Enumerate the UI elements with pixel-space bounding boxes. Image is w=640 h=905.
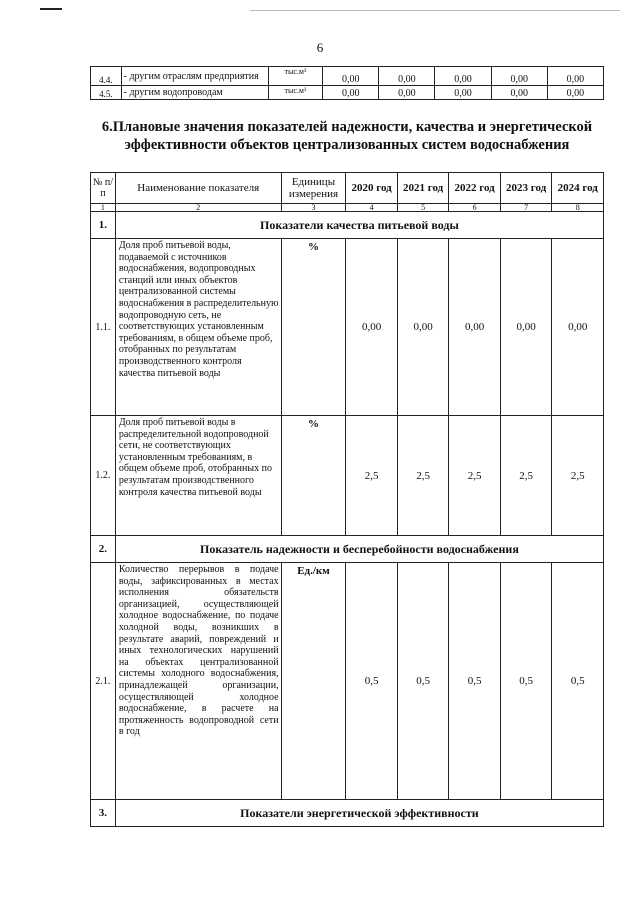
column-index: 2 [115,204,281,212]
row-value: 0,00 [346,239,398,416]
header-year: 2023 год [500,173,552,204]
top-rule-left [40,8,62,10]
section-title: Показатель надежности и бесперебойности водоснабжения [115,536,603,563]
row-value: 2,5 [449,416,501,536]
row-value: 0,00 [547,67,603,86]
row-value: 0,00 [323,67,379,86]
section-row [91,800,604,827]
row-unit: % [281,239,346,416]
row-number: 1.1. [91,239,116,416]
row-value: 0,00 [547,86,603,100]
header-unit: Единицы измерения [281,173,346,204]
table-row [91,86,604,100]
row-number: 4.4. [91,67,122,86]
header-year: 2024 год [552,173,604,204]
indicators-table [90,172,604,827]
header-year: 2022 год [449,173,501,204]
row-value: 0,5 [552,563,604,800]
row-unit: тыс.м³ [268,67,322,86]
row-unit: Ед./км [281,563,346,800]
column-index: 8 [552,204,604,212]
row-value: 0,00 [500,239,552,416]
row-value: 2,5 [346,416,398,536]
row-number: 4.5. [91,86,122,100]
row-value: 0,00 [379,67,435,86]
row-value: 0,00 [491,67,547,86]
column-index: 6 [449,204,501,212]
column-index: 1 [91,204,116,212]
row-value: 0,00 [323,86,379,100]
section-number: 1. [91,212,116,239]
row-value: 0,00 [435,67,491,86]
row-value: 0,5 [500,563,552,800]
row-name: Доля проб питьевой воды, подаваемой с источников водоснабжения, водопроводных станций или иных объектов централизованной системы водоснабжения в распределительную водопроводную сеть, не соответствующих установленным требованиям, в общем объеме проб, отобранных по результатам производственного контроля качества питьевой воды [115,239,281,416]
row-unit: % [281,416,346,536]
continuation-table [90,66,604,100]
section-row [91,536,604,563]
table-row [91,563,604,800]
row-value: 2,5 [500,416,552,536]
section-number: 3. [91,800,116,827]
row-value: 0,00 [379,86,435,100]
row-number: 1.2. [91,416,116,536]
column-index: 5 [397,204,449,212]
header-year: 2020 год [346,173,398,204]
row-value: 0,00 [435,86,491,100]
row-number: 2.1. [91,563,116,800]
header-year: 2021 год [397,173,449,204]
column-index: 7 [500,204,552,212]
row-value: 0,5 [397,563,449,800]
header-num: № п/п [91,173,116,204]
table-header-row [91,173,604,204]
top-rule-right [250,10,620,11]
page-number: 6 [316,40,324,55]
row-value: 0,5 [346,563,398,800]
section-number: 2. [91,536,116,563]
section-title: Показатели качества питьевой воды [115,212,603,239]
column-index: 3 [281,204,346,212]
column-index-row [91,204,604,212]
section-row [91,212,604,239]
column-index: 4 [346,204,398,212]
header-name: Наименование показателя [115,173,281,204]
section-heading: 6.Плановые значения показателей надежности, качества и энергетической эффективности объектов централизованных систем водоснабжения [101,119,593,153]
row-value: 0,5 [449,563,501,800]
table-row [91,239,604,416]
row-value: 2,5 [397,416,449,536]
table-row [91,416,604,536]
row-name: - другим водопроводам [121,86,268,100]
table-row [91,67,604,86]
section-title: Показатели энергетической эффективности [115,800,603,827]
row-name: Количество перерывов в подаче воды, зафиксированных в местах исполнения обязательств организацией, осуществляющей холодное водоснабжение, по подаче холодной воды, возникших в результате аварий, повреждений и иных технологических нарушений на объектах централизованной системы холодного водоснабжения, принадлежащей организации, осуществляющей холодное водоснабжение, в расчете на протяженность водопроводной сети в год [115,563,281,800]
row-value: 0,00 [449,239,501,416]
row-name: - другим отраслям предприятия [121,67,268,86]
row-value: 2,5 [552,416,604,536]
row-value: 0,00 [397,239,449,416]
row-unit: тыс.м³ [268,86,322,100]
row-name: Доля проб питьевой воды в распределительной водопроводной сети, не соответствующих установленным требованиям, в общем объеме проб, отобранных по результатам производственного контроля качества питьевой воды [115,416,281,536]
row-value: 0,00 [491,86,547,100]
row-value: 0,00 [552,239,604,416]
